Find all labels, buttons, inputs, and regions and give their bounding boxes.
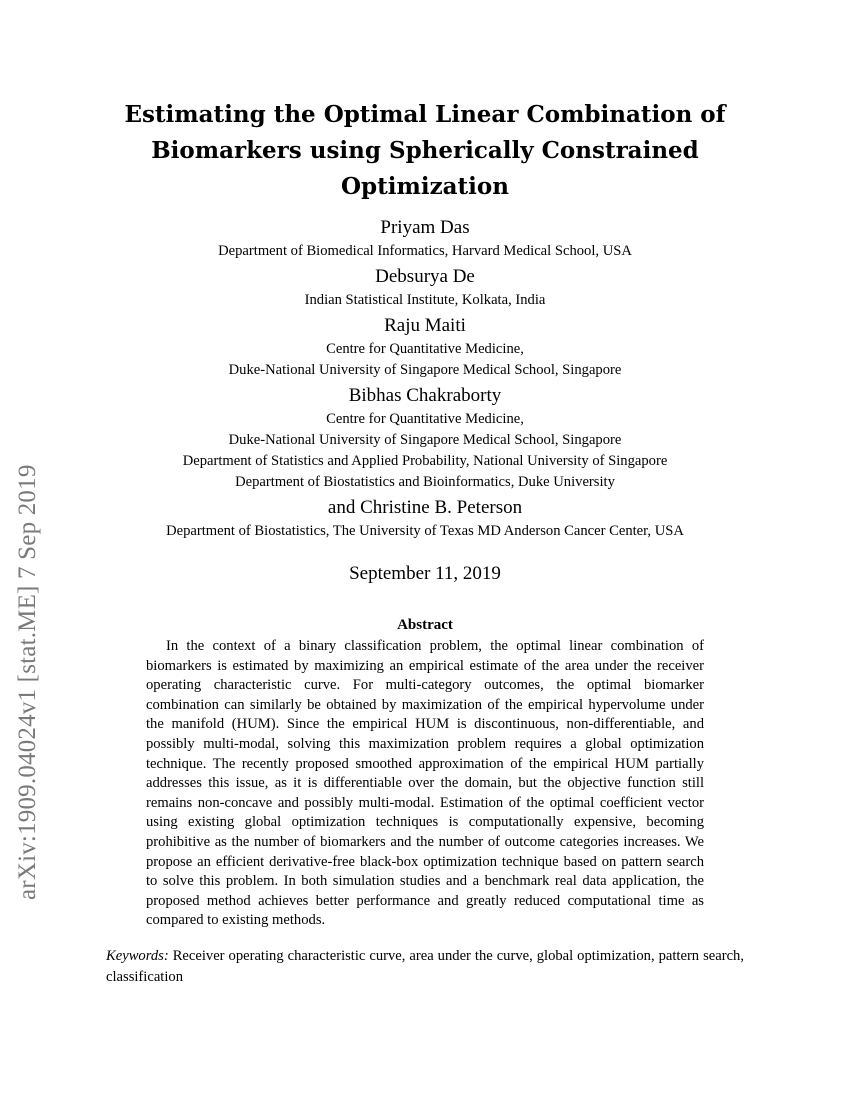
- keywords: [106, 946, 744, 987]
- title-line: Estimating the Optimal Linear Combination of: [124, 101, 726, 128]
- author-affiliation: Indian Statistical Institute, Kolkata, India: [304, 292, 546, 308]
- author-name: Bibhas Chakraborty: [348, 385, 502, 406]
- author-name: Debsurya De: [375, 266, 475, 287]
- author-affiliation: Department of Biostatistics and Bioinformatics, Duke University: [235, 474, 615, 490]
- author-affiliation: Duke-National University of Singapore Medical School, Singapore: [228, 362, 622, 378]
- author-name: and Christine B. Peterson: [327, 497, 523, 518]
- abstract-text: In the context of a binary classification problem, the optimal linear combination of biomarkers is estimated by maximizing an empirical estimate of the area under the receiver operating characteristic curve. For multi-category outcomes, the optimal biomarker combination can similarly be obtained by maximization of the empirical hypervolume under the manifold (HUM). Since the empirical HUM is discontinuous, non-differentiable, and possibly multi-modal, solving this maximization problem requires a global optimization technique. The recently proposed smoothed approximation of the empirical HUM partially addresses this issue, as it is differentiable over the domain, but the objective function still remains non-concave and possibly multi-modal. Estimation of the optimal coefficient vector using existing global optimization techniques is computationally expensive, becoming prohibitive as the number of biomarkers and the number of outcome categories increases. We propose an efficient derivative-free black-box optimization technique based on pattern search to solve this problem. In both simulation studies and a benchmark real data application, the proposed method achieves better performance and greatly reduced computational time as compared to existing methods.: [146, 638, 704, 929]
- author-affiliation: Department of Biostatistics, The University of Texas MD Anderson Cancer Center, USA: [166, 523, 684, 539]
- author-name: Priyam Das: [380, 217, 470, 238]
- arxiv-identifier-stamp: arXiv:1909.04024v1 [stat.ME] 7 Sep 2019: [14, 464, 41, 900]
- title-line: Biomarkers using Spherically Constrained: [151, 137, 699, 164]
- abstract-heading: Abstract: [397, 617, 453, 633]
- author-affiliation: Centre for Quantitative Medicine,: [326, 411, 524, 427]
- author-name: Raju Maiti: [384, 315, 466, 336]
- author-affiliation: Centre for Quantitative Medicine,: [326, 341, 524, 357]
- keywords-label: Keywords:: [106, 948, 169, 964]
- author-affiliation: Duke-National University of Singapore Medical School, Singapore: [228, 432, 622, 448]
- author-affiliation: Department of Biomedical Informatics, Harvard Medical School, USA: [218, 243, 632, 259]
- publication-date: September 11, 2019: [349, 563, 501, 584]
- author-affiliation: Department of Statistics and Applied Probability, National University of Singapore: [182, 453, 668, 469]
- author-block: [60, 215, 790, 542]
- title-line: Optimization: [341, 173, 509, 200]
- keywords-text: Receiver operating characteristic curve, area under the curve, global optimization, pattern search, classification: [106, 948, 744, 985]
- paper-title: [100, 97, 750, 205]
